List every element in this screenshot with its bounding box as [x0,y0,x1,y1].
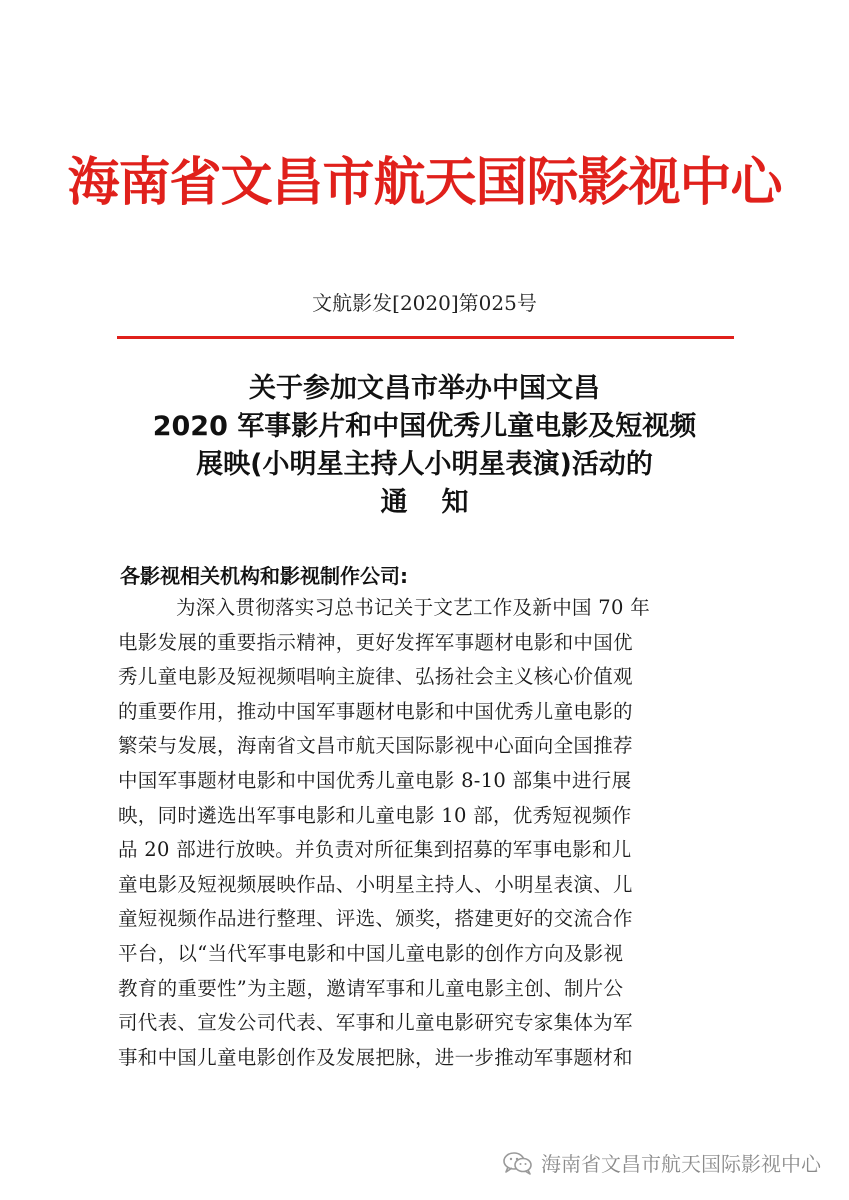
title-line-1: 关于参加文昌市举办中国文昌 [249,373,600,404]
body-line: 的重要作用，推动中国军事题材电影和中国优秀儿童电影的 [118,699,633,723]
body-line: 事和中国儿童电影创作及发展把脉，进一步推动军事题材和 [118,1045,633,1069]
body-text [118,591,728,1075]
body-line: 教育的重要性”为主题，邀请军事和儿童电影主创、制片公 [118,976,624,1000]
body-line: 童短视频作品进行整理、评选、颁奖，搭建更好的交流合作 [118,907,633,931]
body-line: 电影发展的重要指示精神，更好发挥军事题材电影和中国优 [118,630,633,654]
body-line: 繁荣与发展，海南省文昌市航天国际影视中心面向全国推荐 [118,734,633,758]
wechat-watermark [503,1148,821,1177]
wechat-icon [503,1151,533,1175]
watermark-text: 海南省文昌市航天国际影视中心 [541,1152,821,1176]
salutation: 各影视相关机构和影视制作公司: [120,564,408,588]
body-line: 为深入贯彻落实习总书记关于文艺工作及新中国 70 年 [176,596,651,619]
body-line: 平台，以“当代军事电影和中国儿童电影的创作方向及影视 [118,941,624,965]
title-line-2: 2020 军事影片和中国优秀儿童电影及短视频 [152,411,697,442]
title-notice: 通知 [380,487,503,518]
body-line: 品 20 部进行放映。并负责对所征集到招募的军事电影和儿 [118,838,632,862]
body-line: 映，同时遴选出军事电影和儿童电影 10 部，优秀短视频作 [118,803,632,827]
document-number: 文航影发[2020]第025号 [312,291,537,315]
notice-title [0,370,849,522]
body-line: 童电影及短视频展映作品、小明星主持人、小明星表演、儿 [118,872,633,896]
body-line: 秀儿童电影及短视频唱响主旋律、弘扬社会主义核心价值观 [118,665,633,689]
letterhead-title: 海南省文昌市航天国际影视中心 [67,153,782,213]
body-line: 司代表、宣发公司代表、军事和儿童电影研究专家集体为军 [118,1011,633,1035]
title-line-3: 展映(小明星主持人小明星表演)活动的 [196,449,653,480]
red-divider-line [117,336,734,339]
body-line: 中国军事题材电影和中国优秀儿童电影 8-10 部集中进行展 [118,768,632,792]
